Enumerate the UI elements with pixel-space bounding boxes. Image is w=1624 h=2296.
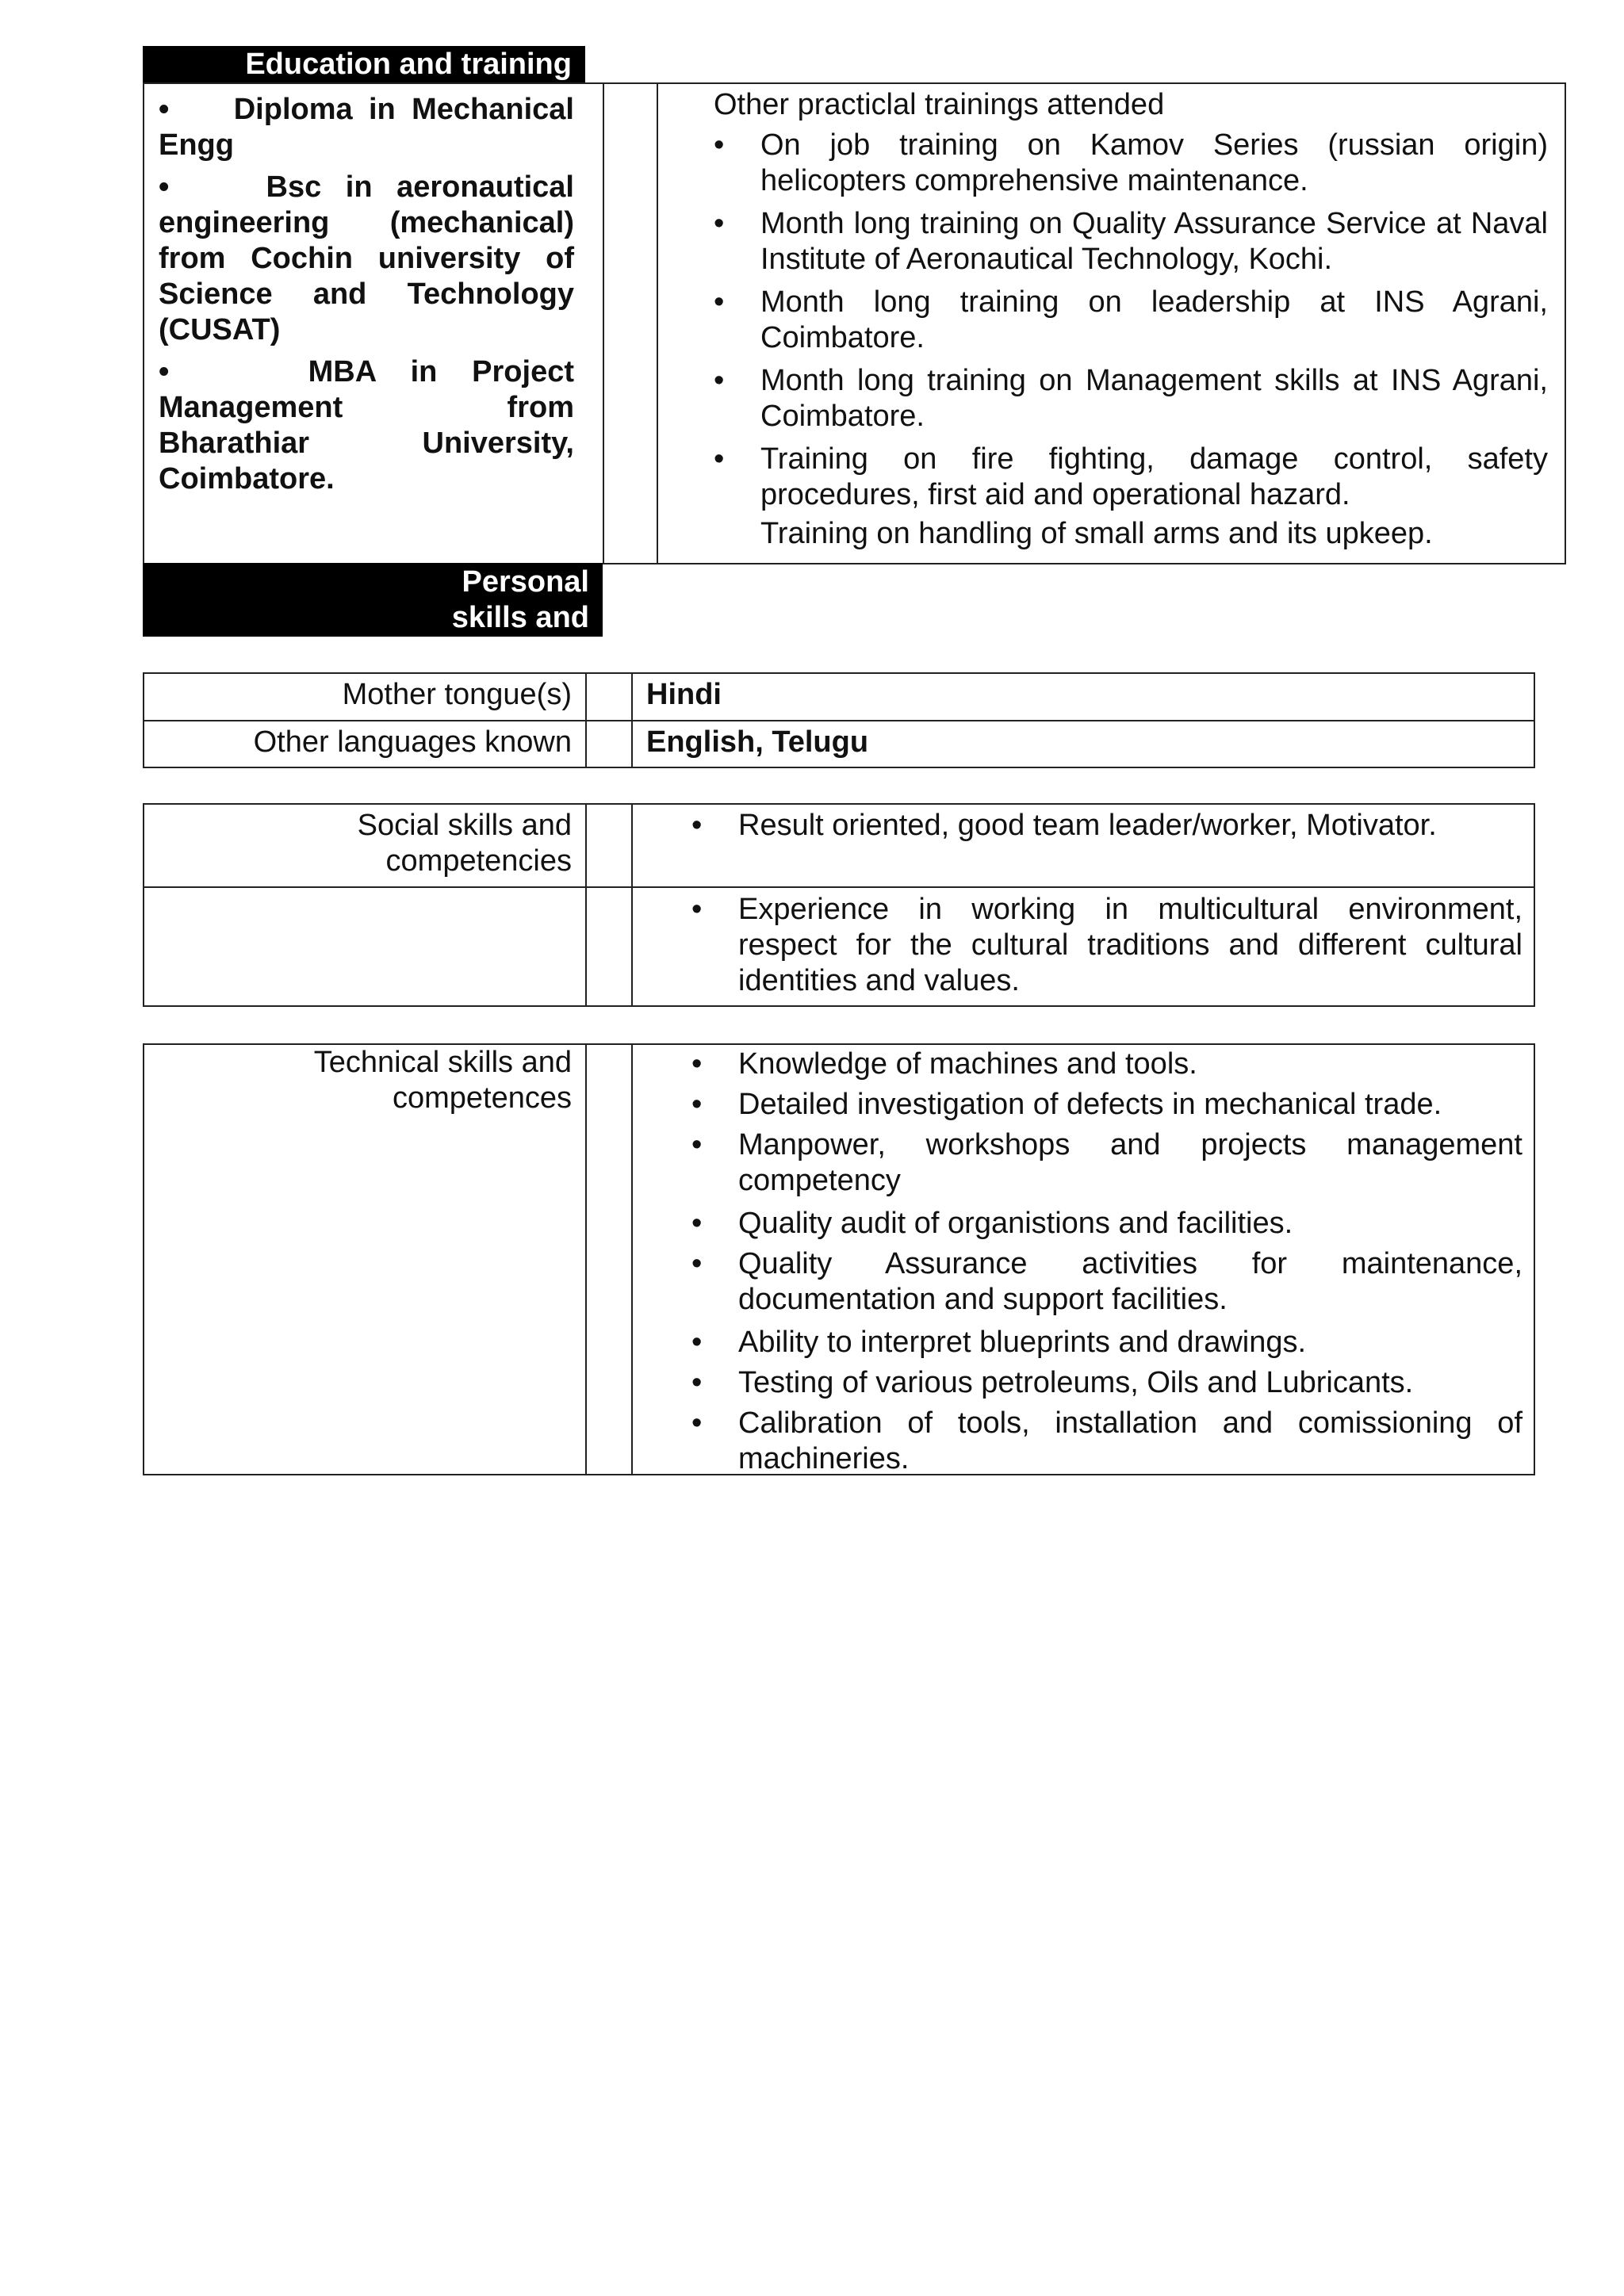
column-divider (603, 84, 604, 563)
column-divider (585, 674, 587, 767)
column-divider (585, 805, 587, 1005)
bullet-icon: • (159, 170, 266, 204)
row-divider (144, 886, 1534, 888)
degree-text: Diploma in Mechanical Engg (159, 93, 574, 162)
mother-tongue-label: Mother tongue(s) (342, 678, 572, 711)
technical-skill-item: • Manpower, workshops and projects management competency (691, 1127, 1522, 1199)
technical-skills-list (691, 1047, 1522, 1484)
technical-skill-item: • Detailed investigation of defects in mechanical trade. (691, 1087, 1522, 1123)
education-header-text: Education and training (245, 48, 572, 81)
personal-header-text: Personal skills and competences (407, 565, 599, 670)
training-item: • Month long training on Management skills at INS Agrani, Coimbatore. (714, 363, 1548, 434)
column-divider (631, 805, 633, 1005)
trainings-list (714, 128, 1548, 513)
social-skills-list-2 (691, 892, 1522, 1006)
bullet-icon: • (159, 93, 234, 126)
social-skill-item: • Result oriented, good team leader/worker, Motivator. (691, 808, 1522, 844)
personal-skills-header (143, 563, 603, 670)
other-languages-label: Other languages known (253, 725, 572, 759)
column-divider (657, 84, 658, 563)
degree-text: MBA in Project Management from Bharathiar University, Coimbatore. (159, 355, 574, 496)
technical-skill-item: • Quality Assurance activities for maintenance, documentation and support facilities. (691, 1246, 1522, 1318)
social-skills-label (144, 805, 585, 879)
mother-tongue-value: Hindi (646, 678, 722, 711)
degree-item (159, 92, 574, 163)
training-item: • Month long training on leadership at INS Agrani, Coimbatore. (714, 285, 1548, 356)
column-divider (631, 1045, 633, 1474)
languages-table (143, 672, 1535, 768)
training-extra: Training on handling of small arms and its upkeep. (760, 517, 1433, 550)
degree-item (159, 354, 574, 497)
social-skills-table (143, 803, 1535, 1007)
technical-skills-label-text: Technical skills and competences (313, 1046, 572, 1115)
technical-skill-item: • Testing of various petroleums, Oils and Lubricants. (691, 1365, 1522, 1401)
other-languages-value: English, Telugu (646, 725, 869, 759)
technical-skills-label (144, 1045, 585, 1116)
technical-skills-table (143, 1043, 1535, 1475)
education-table (143, 82, 1566, 564)
degrees-column (159, 92, 574, 503)
training-item: • Training on fire fighting, damage control, safety procedures, first aid and operational hazard. (714, 442, 1548, 513)
trainings-column (714, 87, 1548, 552)
bullet-icon: • (159, 355, 308, 388)
education-section-header (143, 46, 585, 82)
training-item: • Month long training on Quality Assurance Service at Naval Institute of Aeronautical Technology, Kochi. (714, 206, 1548, 277)
technical-skill-item: • Knowledge of machines and tools. (691, 1047, 1522, 1082)
degree-item (159, 170, 574, 348)
technical-skill-item: • Ability to interpret blueprints and drawings. (691, 1325, 1522, 1360)
social-skills-list-1 (691, 808, 1522, 851)
training-item: • On job training on Kamov Series (russian origin) helicopters comprehensive maintenance. (714, 128, 1548, 199)
social-skill-item: • Experience in working in multicultural environment, respect for the cultural traditions and different cultural identities and values. (691, 892, 1522, 999)
technical-skill-item: • Calibration of tools, installation and comissioning of machineries. (691, 1406, 1522, 1477)
trainings-title: Other practiclal trainings attended (714, 88, 1165, 121)
degree-text: Bsc in aeronautical engineering (mechanical) from Cochin university of Science and Technology (CUSAT) (159, 170, 574, 346)
column-divider (585, 1045, 587, 1474)
technical-skill-item: • Quality audit of organistions and facilities. (691, 1206, 1522, 1242)
social-skills-label-text: Social skills and competencies (357, 809, 572, 878)
